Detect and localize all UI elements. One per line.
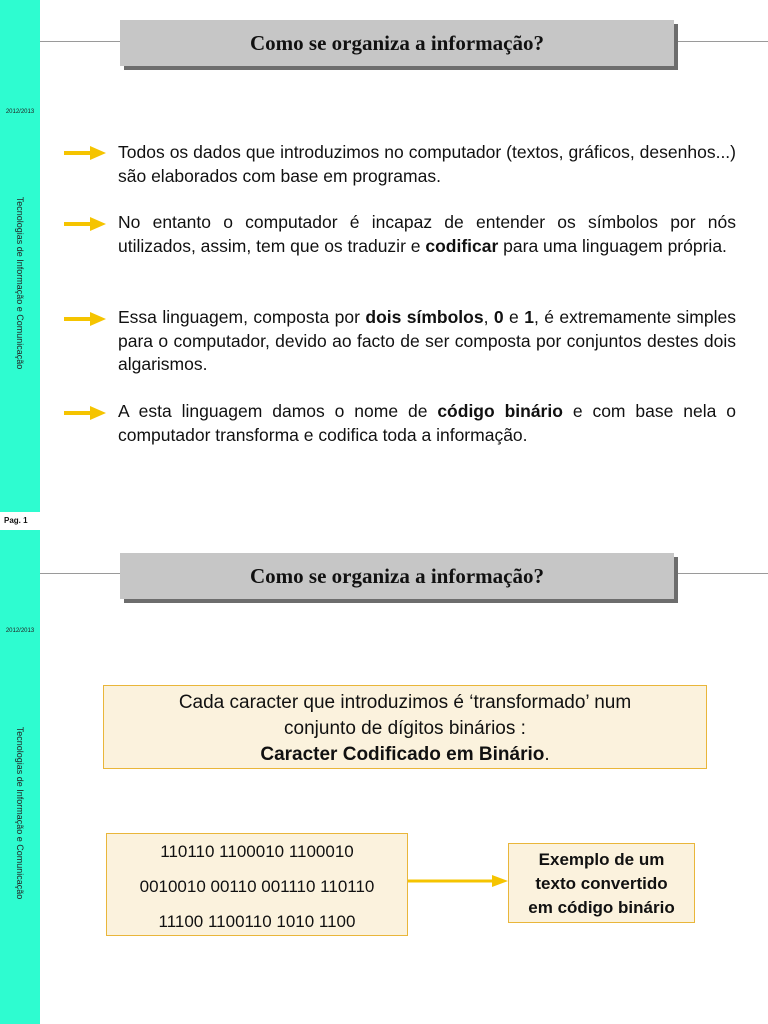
subject-label-top: Tecnologias de Informação e Comunicação <box>15 196 25 370</box>
intro-line <box>104 742 706 768</box>
bullet-text <box>118 211 736 258</box>
intro-period: . <box>544 744 550 765</box>
bold-term: codificar <box>425 235 499 256</box>
bullet-text-segment: e <box>503 307 525 327</box>
binary-line: 110110 1100010 1100010 <box>160 842 354 861</box>
arrow-right-icon <box>408 874 508 888</box>
bullet-text-segment: para uma linguagem própria. <box>498 235 727 256</box>
bold-term: dois símbolos <box>365 307 484 327</box>
bullet-text <box>118 400 736 447</box>
bullet-text-segment: , é extremamente simples para o computador, devido ao facto de ser composta por conjuntos destes dois algarismos. <box>118 307 736 374</box>
bullet-text-segment: , <box>483 307 494 327</box>
bold-term: 1 <box>524 307 534 327</box>
bold-term: código binário <box>437 401 563 421</box>
example-line: em código binário <box>528 898 675 917</box>
bullet-text-segment: A esta linguagem damos o nome de <box>118 401 438 421</box>
binary-line: 0010010 00110 001110 110110 <box>139 877 375 896</box>
subject-label-bottom: Tecnologias de Informação e Comunicação <box>15 726 25 900</box>
intro-line: conjunto de dígitos binários : <box>284 718 526 739</box>
binary-code-box <box>106 833 408 936</box>
arrow-right-icon <box>64 406 106 420</box>
bullet-text-segment: Todos os dados que introduzimos no computador (textos, gráficos, desenhos...) são elaborados com base em programas. <box>118 142 736 186</box>
slide-title: Como se organiza a informação? <box>120 20 674 66</box>
bullet-text <box>118 141 736 188</box>
bold-term: Caracter Codificado em Binário <box>260 744 545 765</box>
intro-callout <box>103 685 707 769</box>
intro-line: Cada caracter que introduzimos é ‘transformado’ num <box>178 692 632 713</box>
binary-line: 11100 1100110 1010 1100 <box>158 912 356 931</box>
year-label-bottom: 2012/2013 <box>5 628 35 634</box>
bullet-text-segment: e com base nela o computador transforma e codifica toda a informação. <box>118 401 736 445</box>
example-line: Exemplo de um <box>538 850 665 869</box>
bullet-text-segment: Essa linguagem, composta por <box>118 307 366 327</box>
arrow-right-icon <box>64 312 106 326</box>
example-label-box <box>508 843 695 923</box>
bullet-text <box>118 306 736 377</box>
slide-title: Como se organiza a informação? <box>120 553 674 599</box>
bold-term: 0 <box>493 307 504 327</box>
example-line: texto convertido <box>535 874 668 893</box>
page-number: Pag. 1 <box>0 512 40 530</box>
bullet-text-segment: No entanto o computador é incapaz de entender os símbolos por nós utilizados, assim, tem que os traduzir e <box>118 212 736 256</box>
arrow-right-icon <box>64 146 106 160</box>
arrow-right-icon <box>64 217 106 231</box>
year-label-top: 2012/2013 <box>5 109 35 115</box>
